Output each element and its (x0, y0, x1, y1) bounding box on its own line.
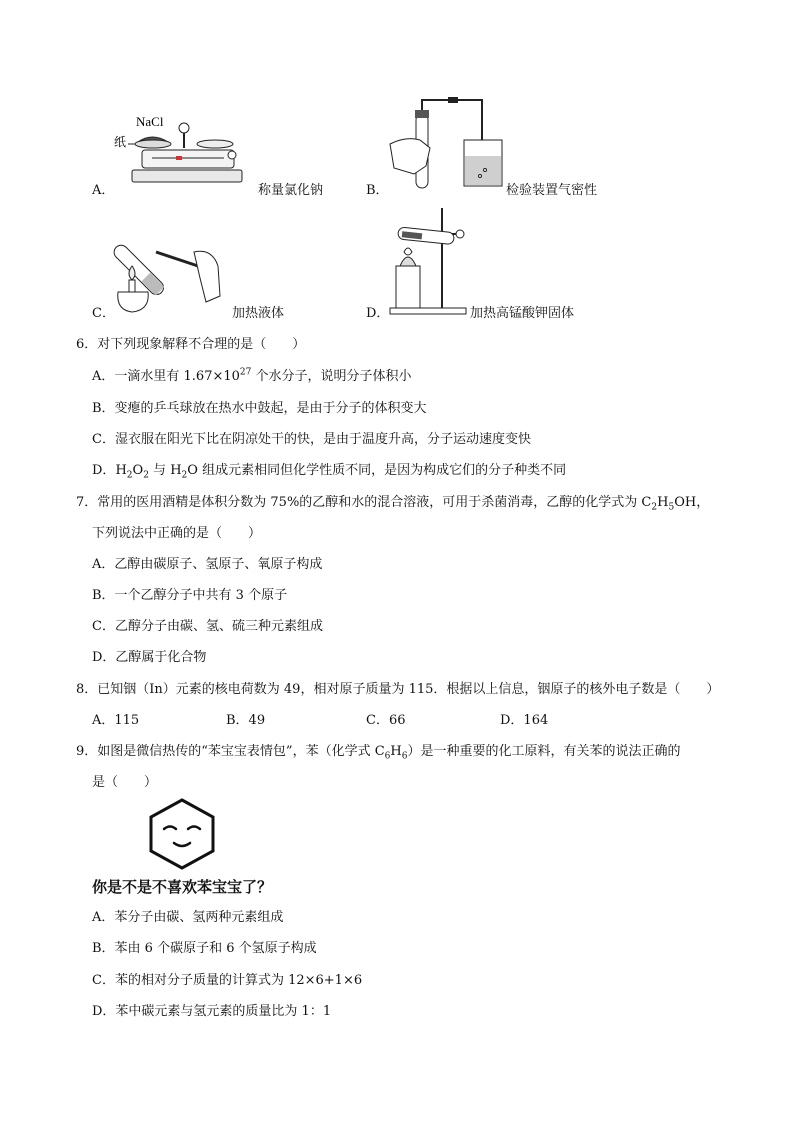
benzene-emoji-caption: 你是不是不喜欢苯宝宝了？ (92, 878, 273, 896)
q8-option-a: A．115 (92, 713, 140, 728)
q9-option-b: B．苯由 6 个碳原子和 6 个氢原子构成 (92, 941, 317, 956)
q6-formula-1-h: H (115, 463, 127, 478)
q9-stem-line1 (76, 740, 680, 762)
q7-option-c: C．乙醇分子由碳、氢、硫三种元素组成 (92, 619, 323, 634)
q7-option-b: B．一个乙醇分子中共有 3 个原子 (92, 588, 288, 603)
q7-stem-line1 (76, 491, 709, 513)
q7-stem-line2: 下列说法中正确的是（ ） (92, 526, 262, 541)
q6-formula-1-sub2: 2 (143, 470, 149, 481)
q6-stem: 6．对下列现象解释不合理的是（ ） (76, 337, 306, 352)
q5-option-b-caption: 检验装置气密性 (506, 183, 598, 198)
q7-sub1: 2 (651, 502, 658, 513)
q6-option-a-label: A． (92, 369, 115, 384)
q7-stem-pre: 7．常用的医用酒精是体积分数为 75%的乙醇和水的混合溶液，可用于杀菌消毒，乙醇的化学式为 C (76, 495, 652, 510)
svg-text:纸: 纸 (114, 135, 127, 149)
q9-stem-mid: H (390, 744, 402, 759)
q6-option-a-pre: 一滴水里有 1.67×10 (114, 369, 240, 384)
q9-sub1: 6 (384, 751, 391, 762)
q6-formula-2-o: O (187, 463, 198, 478)
q6-option-a-sup: 27 (239, 367, 252, 378)
figure-heating-liquid (108, 222, 228, 318)
q5-option-d-letter: D． (366, 306, 390, 321)
q6-option-b: B．变瘪的乒乓球放在热水中鼓起，是由于分子的体积变大 (92, 401, 427, 416)
figure-heating-kmno4 (388, 206, 470, 318)
q6-option-d-mid: 与 (148, 463, 171, 478)
q5-option-c-letter: C． (92, 306, 115, 321)
q5-option-a-letter: A． (92, 183, 115, 198)
q6-option-c: C．湿衣服在阳光下比在阴凉处干的快，是由于温度升高，分子运动速度变快 (92, 432, 531, 447)
q8-stem: 8．已知铟（In）元素的核电荷数为 49，相对原子质量为 115．根据以上信息，铟原子的核外电子数是（ ） (76, 682, 720, 697)
q9-option-c: C．苯的相对分子质量的计算式为 12×6+1×6 (92, 973, 363, 988)
q7-stem-post: OH， (674, 495, 710, 510)
q9-sub2: 6 (401, 751, 408, 762)
q9-stem-post: ）是一种重要的化工原料，有关苯的说法正确的 (407, 744, 681, 759)
q9-stem-line2: 是（ ） (92, 775, 158, 790)
q6-formula-1-sub1: 2 (126, 470, 133, 481)
q6-option-a-post: 个水分子，说明分子体积小 (251, 369, 412, 384)
q6-formula-1-o: O (132, 463, 144, 478)
q7-option-d: D．乙醇属于化合物 (92, 650, 207, 665)
q5-option-d-caption: 加热高锰酸钾固体 (470, 306, 575, 321)
q7-stem-mid: H (657, 495, 669, 510)
q8-option-b: B．49 (226, 713, 266, 728)
figure-balance (112, 108, 252, 194)
svg-text:NaCl: NaCl (136, 114, 164, 129)
q6-option-d-label: D． (92, 463, 116, 478)
benzene-emoji-figure (148, 798, 216, 870)
q5-option-c-caption: 加热液体 (232, 306, 285, 321)
q9-option-d: D．苯中碳元素与氢元素的质量比为 1：1 (92, 1004, 332, 1019)
q7-option-a: A．乙醇由碳原子、氢原子、氧原子构成 (92, 557, 323, 572)
q7-sub2: 5 (668, 502, 675, 513)
q8-option-c: C．66 (366, 713, 406, 728)
q6-option-d-post: 组成元素相同但化学性质不同，是因为构成它们的分子种类不同 (197, 463, 567, 478)
q6-formula-2-sub: 2 (181, 470, 188, 481)
q5-option-a-caption: 称量氯化钠 (258, 183, 324, 198)
figure-airtightness (386, 96, 506, 196)
q9-option-a: A．苯分子由碳、氢两种元素组成 (92, 910, 284, 925)
q5-option-b-letter: B． (366, 183, 389, 198)
q9-stem-pre: 9．如图是微信热传的“苯宝宝表情包”，苯（化学式 C (76, 744, 385, 759)
q6-option-a (92, 365, 412, 384)
q6-formula-2-h: H (170, 463, 182, 478)
q6-option-d (92, 459, 566, 481)
q8-option-d: D．164 (500, 713, 549, 728)
